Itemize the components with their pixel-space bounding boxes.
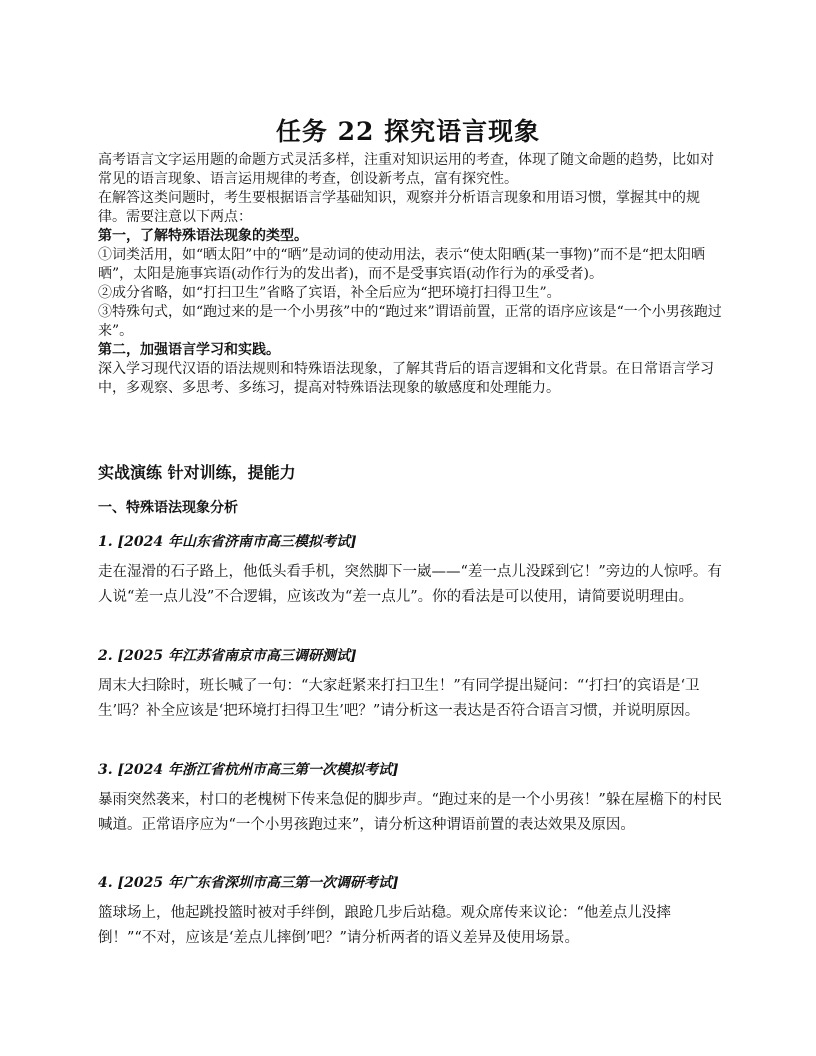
- point-heading: 第二，加强语言学习和实践。: [98, 342, 280, 358]
- subsection-heading: 一、特殊语法现象分析: [98, 500, 238, 516]
- point-heading: 第一，了解特殊语法现象的类型。: [98, 228, 308, 244]
- question-body: 周末大扫除时，班长喊了一句：“大家赶紧来打扫卫生！”有同学提出疑问：“‘打扫’的宾语是‘卫生’吗？补全应该是‘把环境打扫得卫生’吧？”请分析这一表达是否符合语言习惯，并说明原因。: [98, 678, 700, 719]
- question-body: 暴雨突然袭来，村口的老槐树下传来急促的脚步声。“跑过来的是一个小男孩！”躲在屋檐下的村民喊道。正常语序应为“一个小男孩跑过来”，请分析这种谓语前置的表达效果及原因。: [98, 792, 722, 833]
- intro-paragraph: 在解答这类问题时，考生要根据语言学基础知识，观察并分析语言现象和用语习惯，掌握其中的规律。需要注意以下两点：: [98, 190, 700, 225]
- question-heading: 1. [2024 年山东省济南市高三模拟考试]: [98, 534, 357, 550]
- question-heading: 3. [2024 年浙江省杭州市高三第一次模拟考试]: [98, 762, 399, 778]
- question-body: 走在湿滑的石子路上，他低头看手机，突然脚下一崴——“差一点儿没踩到它！”旁边的人惊呼。有人说“差一点儿没”不合逻辑，应该改为“差一点儿”。你的看法是可以使用，请简要说明理由。: [98, 564, 722, 605]
- section-heading: 实战演练 针对训练，提能力: [98, 463, 296, 482]
- intro-item: ①词类活用，如“晒太阳”中的“晒”是动词的使动用法，表示“使太阳晒(某一事物)”而不是“把太阳晒晒”，太阳是施事宾语(动作行为的发出者)，而不是受事宾语(动作行为的承受者)。: [98, 247, 706, 282]
- intro-paragraph: 高考语言文字运用题的命题方式灵活多样，注重对知识运用的考查，体现了随文命题的趋势，比如对常见的语言现象、语言运用规律的考查，创设新考点，富有探究性。: [98, 152, 714, 187]
- intro-section: [98, 151, 726, 398]
- intro-item: ②成分省略，如“打扫卫生”省略了宾语，补全后应为“把环境打扫得卫生”。: [98, 285, 561, 301]
- page-title: 任务 22 探究语言现象: [275, 117, 541, 146]
- intro-paragraph: 深入学习现代汉语的语法规则和特殊语法现象，了解其背后的语言逻辑和文化背景。在日常语言学习中，多观察、多思考、多练习，提高对特殊语法现象的敏感度和处理能力。: [98, 361, 714, 396]
- question-body: 篮球场上，他起跳投篮时被对手绊倒，踉跄几步后站稳。观众席传来议论：“他差点儿没摔倒！”“不对，应该是‘差点儿摔倒’吧？”请分析两者的语义差异及使用场景。: [98, 905, 671, 946]
- question-heading: 2. [2025 年江苏省南京市高三调研测试]: [98, 648, 357, 664]
- intro-item: ③特殊句式，如“跑过来的是一个小男孩”中的“跑过来”谓语前置，正常的语序应该是“一个小男孩跑过来”。: [98, 304, 722, 339]
- question-heading: 4. [2025 年广东省深圳市高三第一次调研考试]: [98, 875, 399, 891]
